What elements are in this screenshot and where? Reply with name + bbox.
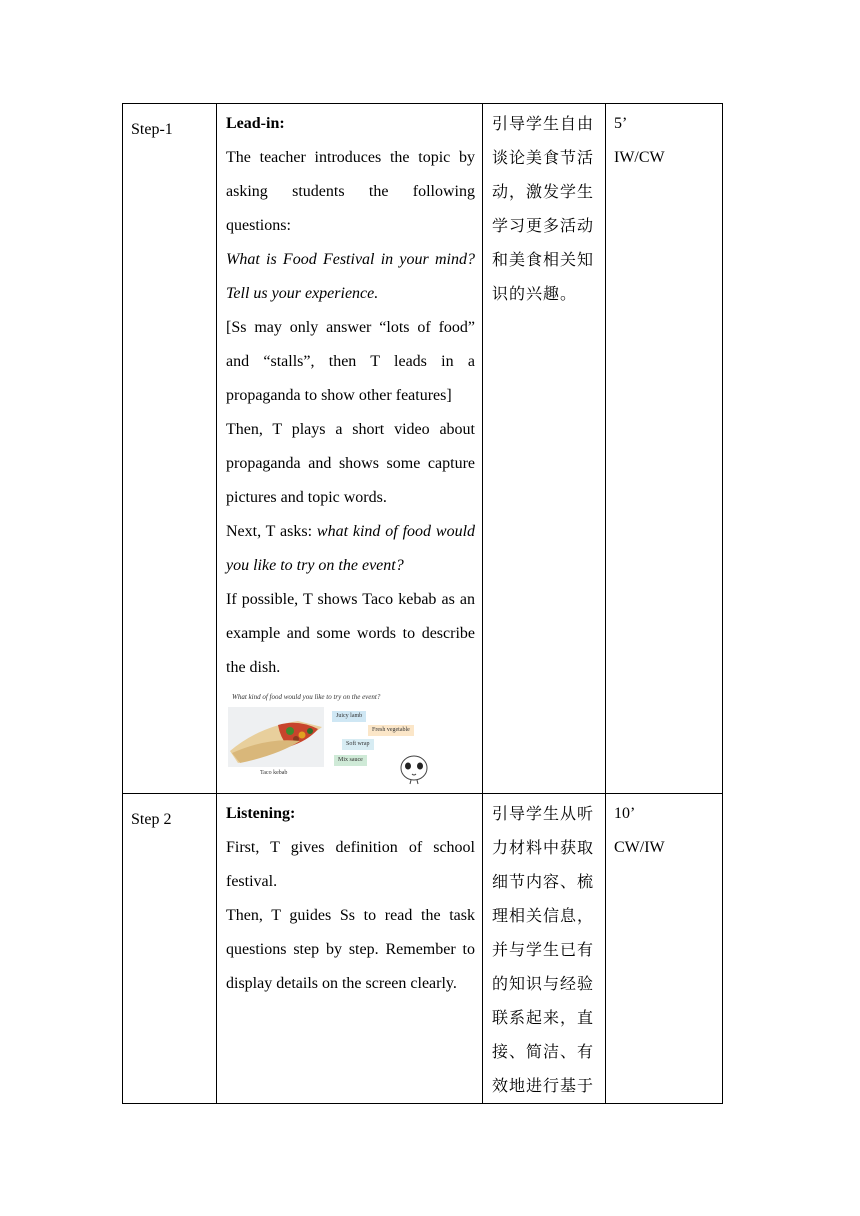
activity-question: What is Food Festival in your mind? Tell us your experience. — [226, 251, 475, 302]
table-row — [123, 794, 723, 1104]
illustration-question: What kind of food would you like to try on the event? — [232, 693, 381, 701]
purpose-cell — [483, 104, 606, 794]
time-value: 5’ — [614, 115, 628, 132]
activity-next: Next, T asks: what kind of food would you like to try on the event? — [226, 523, 476, 574]
taco-kebab-illustration — [226, 693, 444, 793]
table-row — [123, 104, 723, 794]
activity-then: Then, T guides Ss to read the task questions step by step. Remember to display details on the screen clearly. — [226, 907, 475, 992]
activity-heading: Lead-in: — [226, 115, 285, 132]
step-label: Step 2 — [131, 811, 172, 828]
step-label: Step-1 — [131, 121, 173, 138]
activity-cell — [217, 794, 483, 1104]
step-cell — [123, 794, 217, 1104]
word-tag: Juicy lamb — [332, 711, 366, 722]
activity-heading: Listening: — [226, 805, 296, 822]
time-cell — [606, 104, 723, 794]
time-cell — [606, 794, 723, 1104]
activity-then: Then, T plays a short video about propaganda and shows some capture pictures and topic words. — [226, 421, 475, 506]
purpose-cell — [483, 794, 606, 1104]
lesson-plan-table — [122, 103, 723, 1104]
purpose-text: 引导学生自由谈论美食节活动，激发学生学习更多活动和美食相关知识的兴趣。 — [492, 114, 595, 303]
word-tag: Mix sauce — [334, 755, 367, 766]
step-cell — [123, 104, 217, 794]
activity-possible: If possible, T shows Taco kebab as an example and some words to describe the dish. — [226, 591, 475, 676]
word-tag: Fresh vegetable — [368, 725, 414, 736]
activity-intro: The teacher introduces the topic by asking students the following questions: — [226, 149, 475, 234]
word-tag: Soft wrap — [342, 739, 374, 750]
activity-cell — [217, 104, 483, 794]
purpose-text: 引导学生从听力材料中获取细节内容、梳理相关信息，并与学生已有的知识与经验联系起来，直接、简洁、有效地进行基于 — [492, 804, 595, 1095]
time-value: 10’ — [614, 805, 636, 822]
taco-kebab-icon — [228, 707, 324, 767]
interaction-mode: IW/CW — [614, 149, 665, 166]
activity-note: [Ss may only answer “lots of food” and “stalls”, then T leads in a propaganda to show other features] — [226, 319, 475, 404]
activity-first: First, T gives definition of school festival. — [226, 839, 475, 890]
interaction-mode: CW/IW — [614, 839, 665, 856]
cartoon-face-icon — [398, 753, 430, 785]
illustration-caption: Taco kebab — [260, 770, 288, 776]
